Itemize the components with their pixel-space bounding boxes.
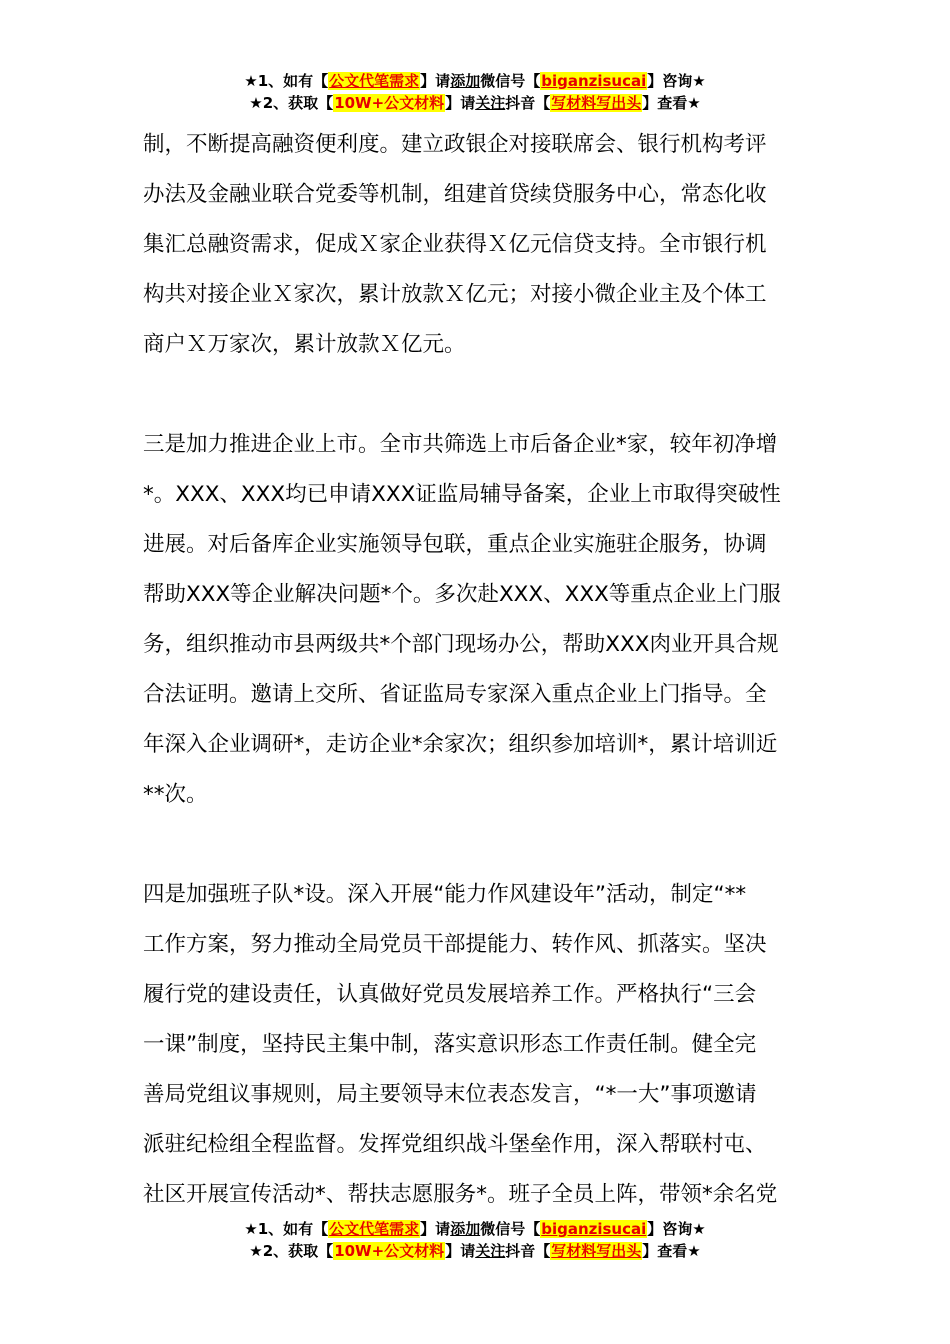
banner-text: 】请: [445, 94, 476, 112]
text-line: 办法及金融业联合党委等机制，组建首贷续贷服务中心，常态化收: [143, 182, 767, 207]
banner-text: 】咨询★: [647, 72, 706, 90]
banner-text: 抖音【: [505, 1242, 551, 1260]
text-line: 派驻纪检组全程监督。发挥党组织战斗堡垒作用，深入帮联村屯、: [143, 1132, 767, 1157]
banner-text: ★1、如有【: [244, 72, 329, 90]
paragraph-gap: [143, 370, 813, 420]
text-line: 集汇总融资需求，促成Ｘ家企业获得Ｘ亿元信贷支持。全市银行机: [143, 232, 767, 257]
text-line: 构共对接企业Ｘ家次，累计放款Ｘ亿元；对接小微企业主及个体工: [143, 282, 767, 307]
banner-text: 】咨询★: [647, 1220, 706, 1238]
text-line: **次。: [143, 782, 208, 807]
banner-highlight: biganzisucai: [541, 72, 647, 90]
banner-text: 】查看★: [642, 94, 701, 112]
banner-text: ★1、如有【: [244, 1220, 329, 1238]
banner-highlight: 写材料写出头: [551, 1242, 642, 1260]
banner-text: 】请: [445, 1242, 476, 1260]
paragraph-financing: [143, 120, 813, 370]
banner-emphasis: 关注: [475, 1242, 506, 1260]
text-line: 社区开展宣传活动*、帮扶志愿服务*。班子全员上阵，带领*余名党: [143, 1182, 778, 1207]
banner-highlight: 10W+公文材料: [334, 1242, 445, 1260]
text-line: *。XXX、XXX均已申请XXX证监局辅导备案，企业上市取得突破性: [143, 482, 781, 507]
banner-text: 微信号【: [480, 72, 541, 90]
banner-text: 】请: [420, 1220, 451, 1238]
banner-highlight: 写材料写出头: [551, 94, 642, 112]
banner-emphasis: 添加: [450, 1220, 481, 1238]
banner-text: ★2、获取【: [249, 1242, 334, 1260]
text-line: 工作方案，努力推动全局党员干部提能力、转作风、抓落实。坚决: [143, 932, 767, 957]
banner-line-1: [0, 70, 950, 92]
paragraph-ipo: [143, 420, 813, 820]
banner-highlight: 10W+公文材料: [334, 94, 445, 112]
banner-text: 抖音【: [505, 94, 551, 112]
paragraph-team-building: [143, 870, 813, 1220]
text-line: 四是加强班子队*设。深入开展“能力作风建设年”活动，制定“**: [143, 882, 747, 907]
text-line: 进展。对后备库企业实施领导包联，重点企业实施驻企服务，协调: [143, 532, 767, 557]
footer-banner: [0, 1218, 950, 1262]
text-line: 商户Ｘ万家次，累计放款Ｘ亿元。: [143, 332, 466, 357]
banner-text: 】查看★: [642, 1242, 701, 1260]
text-line: 务，组织推动市县两级共*个部门现场办公，帮助XXX肉业开具合规: [143, 632, 779, 657]
banner-line-1: [0, 1218, 950, 1240]
banner-text: 】请: [420, 72, 451, 90]
banner-highlight: biganzisucai: [541, 1220, 647, 1238]
text-line: 制，不断提高融资便利度。建立政银企对接联席会、银行机构考评: [143, 132, 767, 157]
banner-line-2: [0, 1240, 950, 1262]
banner-highlight: 公文代笔需求: [329, 72, 420, 90]
text-line: 三是加力推进企业上市。全市共筛选上市后备企业*家，较年初净增: [143, 432, 778, 457]
banner-emphasis: 添加: [450, 72, 481, 90]
paragraph-gap: [143, 820, 813, 870]
text-line: 履行党的建设责任，认真做好党员发展培养工作。严格执行“三会: [143, 982, 757, 1007]
document-body: [143, 120, 813, 1220]
banner-text: 微信号【: [480, 1220, 541, 1238]
text-line: 一课”制度，坚持民主集中制，落实意识形态工作责任制。健全完: [143, 1032, 757, 1057]
banner-highlight: 公文代笔需求: [329, 1220, 420, 1238]
banner-line-2: [0, 92, 950, 114]
header-banner: [0, 70, 950, 114]
banner-text: ★2、获取【: [249, 94, 334, 112]
text-line: 年深入企业调研*，走访企业*余家次；组织参加培训*，累计培训近: [143, 732, 778, 757]
text-line: 合法证明。邀请上交所、省证监局专家深入重点企业上门指导。全: [143, 682, 767, 707]
text-line: 善局党组议事规则，局主要领导末位表态发言，“*一大”事项邀请: [143, 1082, 757, 1107]
text-line: 帮助XXX等企业解决问题*个。多次赴XXX、XXX等重点企业上门服: [143, 582, 781, 607]
banner-emphasis: 关注: [475, 94, 506, 112]
